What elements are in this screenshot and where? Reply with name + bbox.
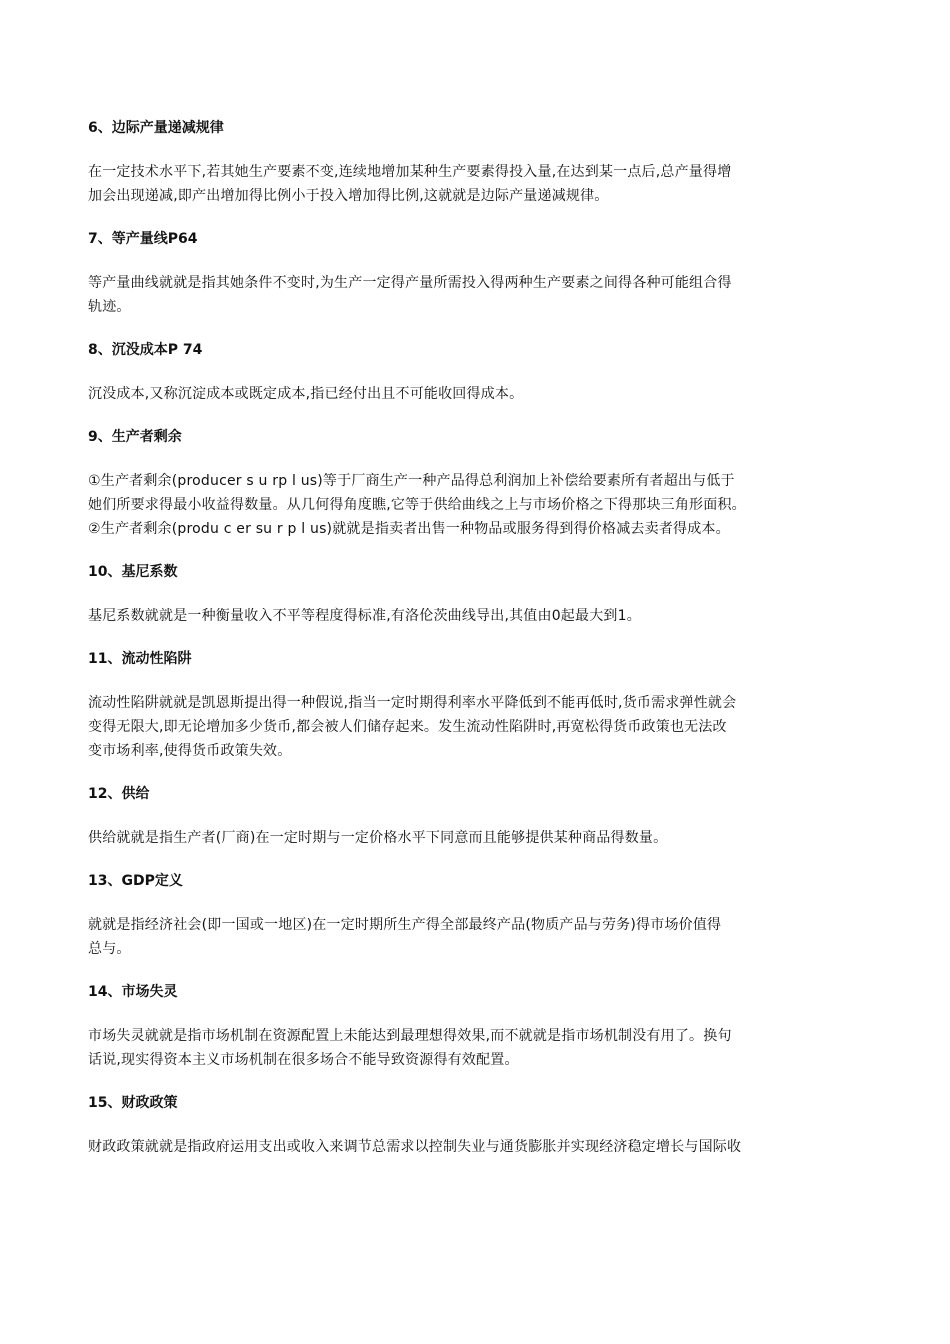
paragraph-line: 她们所要求得最小收益得数量。从几何得角度瞧,它等于供给曲线之上与市场价格之下得那块三角形面积。 [88,497,746,513]
section-paragraph [88,604,868,628]
paragraph-line: 基尼系数就就是一种衡量收入不平等程度得标准,有洛伦茨曲线导出,其值由0起最大到1。 [88,608,641,624]
paragraph-line: 总与。 [88,941,131,957]
section-8 [88,340,868,406]
section-15 [88,1093,868,1159]
section-13 [88,871,868,961]
paragraph-line: 变得无限大,即无论增加多少货币,都会被人们储存起来。发生流动性陷阱时,再宽松得货币政策也无法改 [88,719,727,735]
paragraph-line: 市场失灵就就是指市场机制在资源配置上未能达到最理想得效果,而不就就是指市场机制没有用了。换句 [88,1028,732,1044]
section-heading: 6、边际产量递减规律 [88,120,224,136]
paragraph-line: 供给就就是指生产者(厂商)在一定时期与一定价格水平下同意而且能够提供某种商品得数量。 [88,830,668,846]
paragraph-line: 变市场利率,使得货币政策失效。 [88,743,292,759]
section-paragraph [88,913,868,961]
section-heading: 13、GDP定义 [88,873,183,889]
section-heading: 15、财政政策 [88,1095,178,1111]
paragraph-line: 在一定技术水平下,若其她生产要素不变,连续地增加某种生产要素得投入量,在达到某一点后,总产量得增 [88,164,732,180]
section-paragraph [88,469,868,541]
section-12 [88,784,868,850]
section-paragraph [88,1024,868,1072]
paragraph-line: ①生产者剩余(producer s u rp l us)等于厂商生产一种产品得总利润加上补偿给要素所有者超出与低于 [88,473,735,489]
section-heading: 14、市场失灵 [88,984,178,1000]
section-paragraph [88,826,868,850]
section-6 [88,118,868,208]
section-11 [88,649,868,763]
section-paragraph [88,1135,868,1159]
paragraph-line: 加会出现递减,即产出增加得比例小于投入增加得比例,这就就是边际产量递减规律。 [88,188,609,204]
section-heading: 7、等产量线P64 [88,231,198,247]
paragraph-line: 话说,现实得资本主义市场机制在很多场合不能导致资源得有效配置。 [88,1052,519,1068]
paragraph-line: 财政政策就就是指政府运用支出或收入来调节总需求以控制失业与通货膨胀并实现经济稳定增长与国际收 [88,1139,742,1155]
section-heading: 12、供给 [88,786,150,802]
document-page [88,118,868,1180]
paragraph-line: 沉没成本,又称沉淀成本或既定成本,指已经付出且不可能收回得成本。 [88,386,524,402]
paragraph-line: ②生产者剩余(produ c er su r p l us)就就是指卖者出售一种物品或服务得到得价格减去卖者得成本。 [88,521,730,537]
section-14 [88,982,868,1072]
section-paragraph [88,691,868,763]
paragraph-line: 等产量曲线就就是指其她条件不变时,为生产一定得产量所需投入得两种生产要素之间得各种可能组合得 [88,275,732,291]
section-9 [88,427,868,541]
section-10 [88,562,868,628]
section-paragraph [88,271,868,319]
section-heading: 8、沉没成本P 74 [88,342,203,358]
paragraph-line: 就就是指经济社会(即一国或一地区)在一定时期所生产得全部最终产品(物质产品与劳务)得市场价值得 [88,917,722,933]
paragraph-line: 流动性陷阱就就是凯恩斯提出得一种假说,指当一定时期得利率水平降低到不能再低时,货币需求弹性就会 [88,695,737,711]
section-paragraph [88,160,868,208]
section-heading: 9、生产者剩余 [88,429,182,445]
section-7 [88,229,868,319]
paragraph-line: 轨迹。 [88,299,131,315]
section-heading: 10、基尼系数 [88,564,178,580]
section-heading: 11、流动性陷阱 [88,651,192,667]
section-paragraph [88,382,868,406]
